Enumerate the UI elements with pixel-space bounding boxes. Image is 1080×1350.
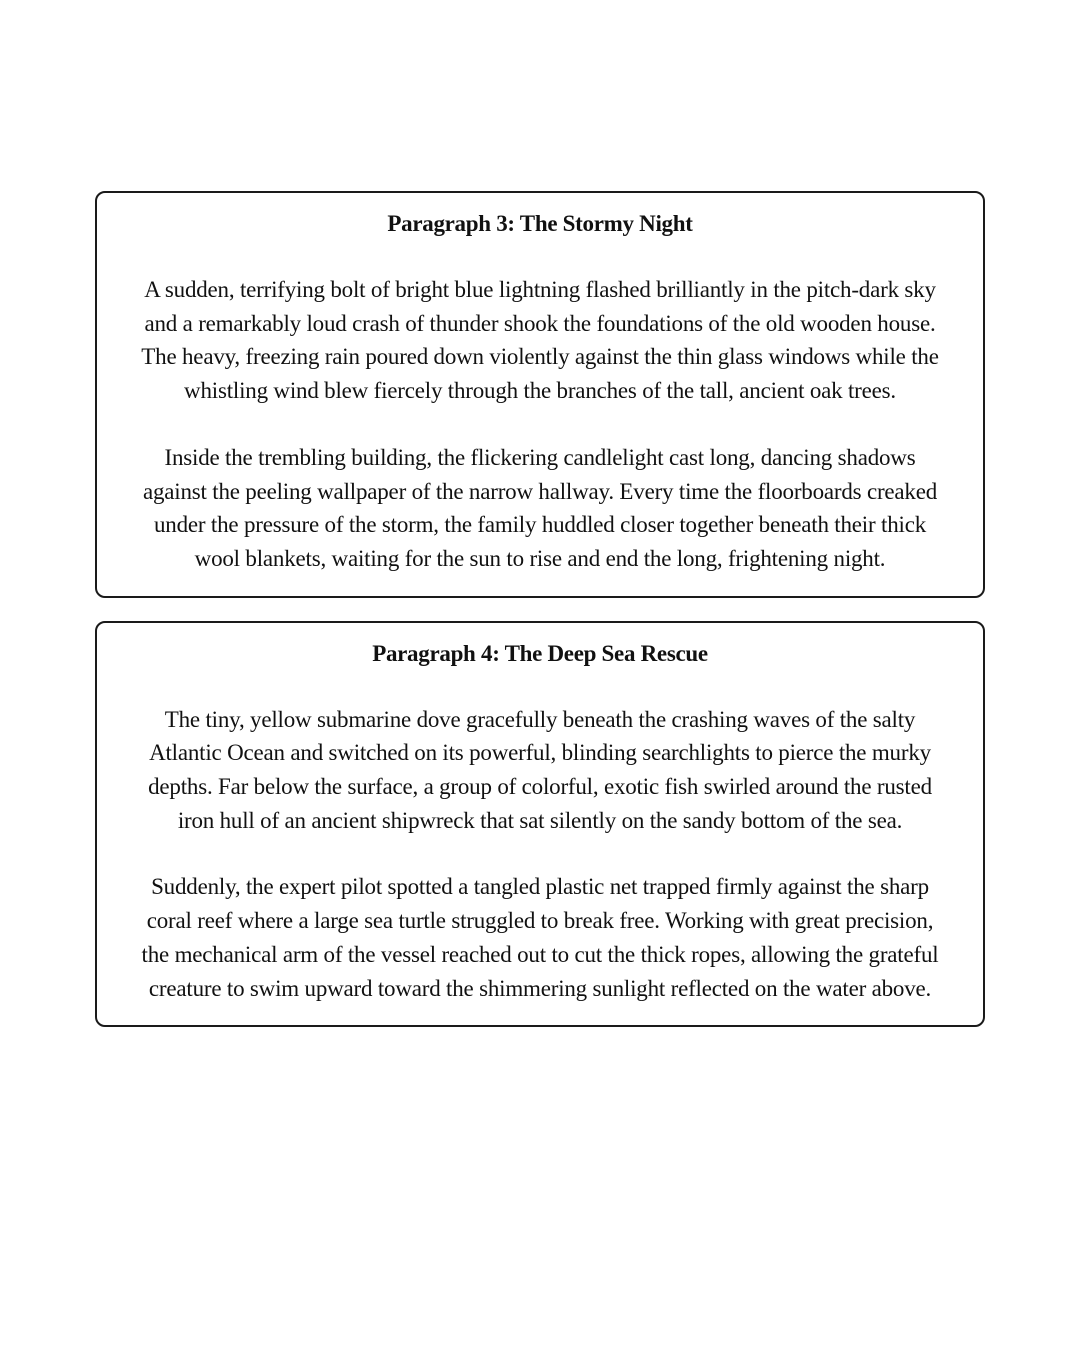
- section-paragraph: Inside the trembling building, the flickering candlelight cast long, dancing shadows against the peeling wallpaper of the narrow hallway. Every time the floorboards creaked under the pressure of the storm, the family huddled closer together beneath their thick wool blankets, waiting for the sun to rise and end the long, frightening night.: [142, 444, 938, 571]
- section-title: Paragraph 3: The Stormy Night: [387, 211, 693, 236]
- document-page: [95, 191, 985, 1050]
- section-card-stormy-night: [95, 191, 985, 598]
- section-paragraph: A sudden, terrifying bolt of bright blue lightning flashed brilliantly in the pitch-dark sky and a remarkably loud crash of thunder shook the foundations of the old wooden house. The heavy, freezing rain poured down violently against the thin glass windows while the whistling wind blew fiercely through the branches of the tall, ancient oak trees.: [141, 277, 939, 404]
- section-card-deep-sea-rescue: [95, 621, 985, 1028]
- section-paragraph: The tiny, yellow submarine dove gracefully beneath the crashing waves of the salty Atlantic Ocean and switched on its powerful, blinding searchlights to pierce the murky depths. Far below the surface, a group of colorful, exotic fish swirled around the rusted iron hull of an ancient shipwreck that sat silently on the sandy bottom of the sea.: [148, 706, 932, 833]
- section-title: Paragraph 4: The Deep Sea Rescue: [372, 640, 708, 666]
- section-paragraph: Suddenly, the expert pilot spotted a tangled plastic net trapped firmly against the sharp coral reef where a large sea turtle struggled to break free. Working with great precision, the mechanical arm of the vessel reached out to cut the thick ropes, allowing the grateful creature to swim upward toward the shimmering sunlight reflected on the water above.: [141, 874, 939, 1001]
